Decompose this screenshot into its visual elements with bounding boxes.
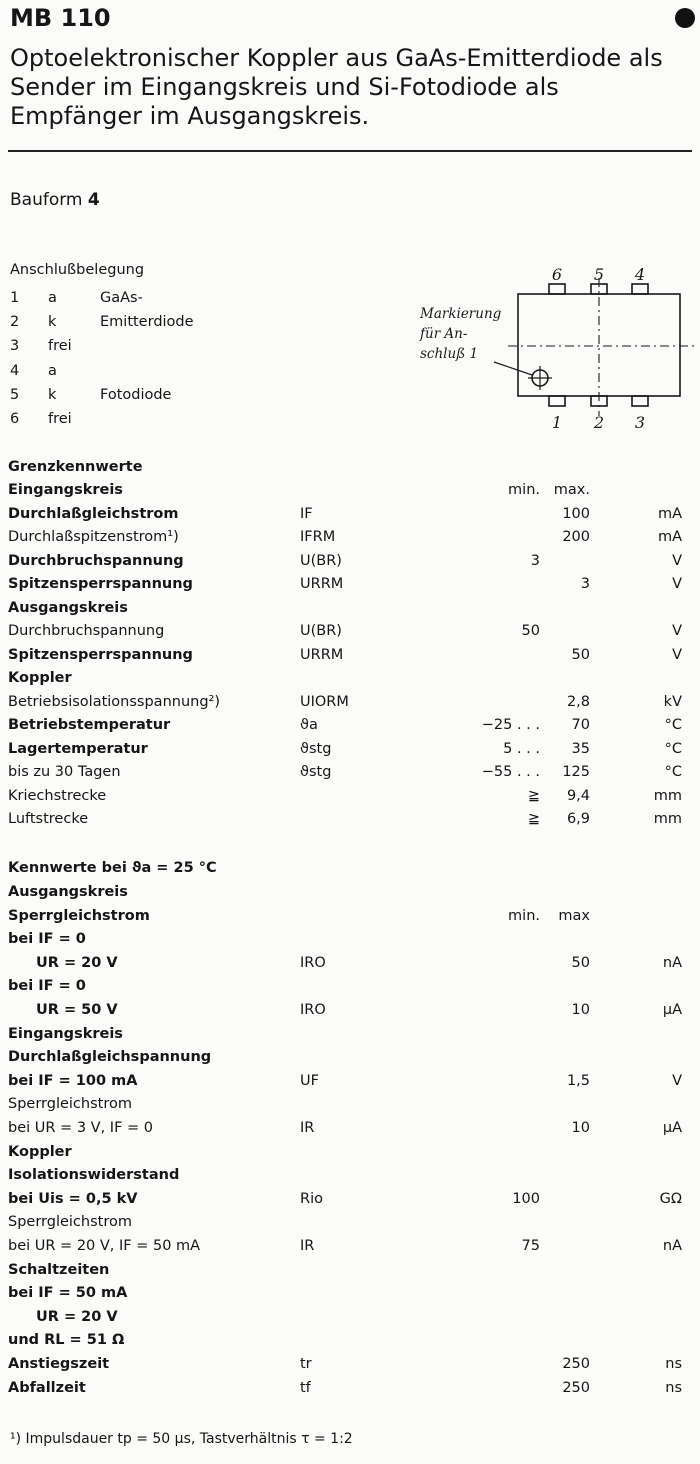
pin-number: 6 <box>10 411 20 427</box>
cell-unit: V <box>672 623 682 639</box>
table-row <box>0 1238 700 1260</box>
cell-label: Betriebstemperatur <box>8 717 171 733</box>
cell-label: bei IF = 100 mA <box>8 1072 138 1089</box>
cell-unit: nA <box>662 954 682 971</box>
cell-label: Koppler <box>8 1143 72 1160</box>
pin-code: a <box>48 362 57 379</box>
table-row <box>0 576 700 598</box>
cell-unit: mm <box>653 787 682 804</box>
table-row <box>0 529 700 551</box>
cell-label: Eingangskreis <box>8 1025 123 1042</box>
cell-sym: U(BR) <box>300 623 342 639</box>
cell-label: bei IF = 0 <box>8 978 86 995</box>
pin-6-tab <box>549 284 565 294</box>
cell-min: min. <box>508 482 540 498</box>
black-dot-mark <box>675 8 695 28</box>
cell-label: bei IF = 50 mA <box>8 1285 128 1302</box>
cell-max: 6,9 <box>566 811 590 827</box>
cell-sym: UIORM <box>300 693 349 710</box>
cell-unit: GΩ <box>659 1190 682 1207</box>
cell-sym: IR <box>300 1120 315 1136</box>
cell-min: 50 <box>521 623 540 639</box>
cell-max: 200 <box>562 529 590 545</box>
bauform-label: Bauform <box>10 190 83 210</box>
cell-unit: nA <box>662 1238 682 1254</box>
cell-sym: IR <box>300 1238 315 1254</box>
cell-label: UR = 20 V <box>36 954 118 971</box>
pin-4-tab <box>632 284 648 294</box>
pin-number: 4 <box>10 362 20 379</box>
table-row <box>0 1191 700 1213</box>
cell-sym: IRO <box>300 1002 326 1018</box>
marker-text-line-3: schluß 1 <box>420 346 479 362</box>
pin-code: frei <box>48 338 72 355</box>
table-row <box>0 670 700 692</box>
cell-label: Lagertemperatur <box>8 740 148 757</box>
pin-row <box>0 314 400 336</box>
cell-unit: mA <box>657 505 682 522</box>
table-row <box>0 1309 700 1331</box>
title-rule <box>8 150 692 152</box>
limits-heading: Grenzkennwerte <box>8 459 143 475</box>
cell-unit: V <box>672 1072 682 1089</box>
cell-sym: tr <box>300 1356 312 1372</box>
cell-label: bei UR = 3 V, IF = 0 <box>8 1120 153 1136</box>
table-row <box>0 1026 700 1048</box>
part-description: Optoelektronischer Koppler aus GaAs-Emitterdiode als Sender im Eingangskreis und Si-Fotodiode als Empfänger im Ausgangskreis. <box>10 44 663 130</box>
table-row <box>0 482 700 504</box>
pin-label-bottom-2: 2 <box>593 413 605 432</box>
pin-label-bottom-3: 3 <box>634 413 646 432</box>
cell-label: bei Uis = 0,5 kV <box>8 1190 138 1207</box>
cell-sym: U(BR) <box>300 552 342 569</box>
table-row <box>0 788 700 810</box>
pin-1-tab <box>549 396 565 406</box>
pin-number: 5 <box>10 386 20 403</box>
cell-sym: tf <box>300 1379 311 1396</box>
table-row <box>0 600 700 622</box>
cell-max: 100 <box>562 505 590 522</box>
bauform-value: 4 <box>87 190 100 210</box>
table-row <box>0 1262 700 1284</box>
cell-min: 100 <box>512 1190 540 1207</box>
pin-code: a <box>48 290 57 306</box>
cell-unit: V <box>672 646 682 663</box>
cell-sym: ϑstg <box>300 740 332 757</box>
table-row <box>0 694 700 716</box>
cell-min: 3 <box>530 552 540 569</box>
cell-label: Durchbruchspannung <box>8 552 184 569</box>
table-row <box>0 978 700 1000</box>
table-row <box>0 1332 700 1354</box>
table-row <box>0 811 700 833</box>
cell-label: und RL = 51 Ω <box>8 1332 125 1349</box>
cell-label: bei UR = 20 V, IF = 50 mA <box>8 1238 201 1254</box>
cell-min: −55 . . . <box>481 764 540 780</box>
cell-min: ≧ <box>527 787 540 804</box>
cell-unit: °C <box>664 740 682 757</box>
cell-min: −25 . . . <box>481 717 540 733</box>
table-row <box>0 1049 700 1071</box>
cell-sym: IFRM <box>300 529 336 545</box>
table-row <box>0 955 700 977</box>
table-row <box>0 741 700 763</box>
cell-max: 10 <box>571 1120 590 1136</box>
cell-max: 3 <box>580 576 590 592</box>
cell-label: Anstiegszeit <box>8 1356 110 1372</box>
cell-label: Betriebsisolationsspannung²) <box>8 693 220 710</box>
pinout-heading: Anschlußbelegung <box>10 262 145 278</box>
table-row <box>0 553 700 575</box>
cell-max: 70 <box>571 717 590 733</box>
table-row <box>0 1096 700 1118</box>
cell-label: bis zu 30 Tagen <box>8 764 121 780</box>
cell-label: Sperrgleichstrom <box>8 907 150 924</box>
cell-sym: URRM <box>300 646 344 663</box>
cell-unit: °C <box>664 717 682 733</box>
cell-max: max <box>558 907 590 924</box>
marker-text-line-1: Markierung <box>420 306 502 322</box>
pin-label-top-6: 6 <box>551 265 563 284</box>
pin-number: 2 <box>10 314 20 331</box>
table-row <box>0 1285 700 1307</box>
cell-label: Abfallzeit <box>8 1379 86 1396</box>
table-row <box>0 1214 700 1236</box>
table-row <box>0 931 700 953</box>
cell-label: Sperrgleichstrom <box>8 1096 132 1113</box>
footnote: ¹) Impulsdauer tp = 50 µs, Tastverhältnis τ = 1:2 <box>10 1431 353 1447</box>
cell-max: 50 <box>571 954 590 971</box>
cell-label: Ausgangskreis <box>8 599 128 616</box>
table-row <box>0 1356 700 1378</box>
pin-row <box>0 363 400 385</box>
chars-heading: Kennwerte bei ϑa = 25 °C <box>8 860 217 876</box>
cell-sym: ϑstg <box>300 764 332 780</box>
cell-max: 1,5 <box>566 1072 590 1089</box>
cell-label: Schaltzeiten <box>8 1261 110 1278</box>
cell-max: 9,4 <box>566 787 590 804</box>
cell-label: Sperrgleichstrom <box>8 1214 132 1231</box>
marker-text-line-2: für An- <box>420 326 468 342</box>
cell-label: Durchlaßspitzenstrom¹) <box>8 529 179 545</box>
cell-label: Spitzensperrspannung <box>8 576 193 592</box>
cell-label: UR = 20 V <box>36 1308 118 1325</box>
pin-label-bottom-1: 1 <box>551 413 563 432</box>
pin-label-top-5: 5 <box>593 265 605 284</box>
cell-label: Isolationswiderstand <box>8 1167 180 1184</box>
table-row <box>0 623 700 645</box>
pin-description: Emitterdiode <box>100 314 194 331</box>
cell-label: Eingangskreis <box>8 482 123 498</box>
pin-row <box>0 290 400 312</box>
cell-min: 5 . . . <box>503 740 540 757</box>
cell-label: Ausgangskreis <box>8 884 128 900</box>
cell-unit: V <box>672 552 682 569</box>
cell-max: 10 <box>571 1002 590 1018</box>
cell-unit: mm <box>653 811 682 827</box>
cell-min: 75 <box>521 1238 540 1254</box>
cell-label: bei IF = 0 <box>8 931 86 948</box>
table-row <box>0 1073 700 1095</box>
cell-unit: ns <box>665 1379 682 1396</box>
cell-unit: µA <box>662 1120 682 1136</box>
pin-description: Fotodiode <box>100 386 172 403</box>
bauform-line <box>10 190 100 210</box>
cell-label: Durchbruchspannung <box>8 623 165 639</box>
package-diagram <box>410 260 700 440</box>
table-row <box>0 506 700 528</box>
cell-min: ≧ <box>527 811 540 827</box>
pin-label-top-4: 4 <box>634 265 646 284</box>
cell-unit: °C <box>664 764 682 780</box>
pin-row <box>0 387 400 409</box>
cell-sym: IRO <box>300 954 326 971</box>
cell-label: Spitzensperrspannung <box>8 646 193 663</box>
cell-label: Durchlaßgleichspannung <box>8 1049 212 1066</box>
marker-leader-line <box>494 362 532 375</box>
pin-code: k <box>48 314 57 331</box>
table-row <box>0 1144 700 1166</box>
cell-label: Durchlaßgleichstrom <box>8 505 179 522</box>
cell-sym: IF <box>300 505 313 522</box>
table-row <box>0 764 700 786</box>
cell-unit: kV <box>663 693 682 710</box>
table-row <box>0 1120 700 1142</box>
cell-max: 35 <box>571 740 590 757</box>
cell-max: 125 <box>562 764 590 780</box>
cell-sym: Rio <box>300 1190 323 1207</box>
cell-unit: µA <box>662 1002 682 1018</box>
cell-sym: URRM <box>300 576 344 592</box>
pin-description: GaAs- <box>100 290 143 306</box>
cell-max: 250 <box>562 1379 590 1396</box>
table-row <box>0 1167 700 1189</box>
table-row <box>0 1380 700 1402</box>
pin-3-tab <box>632 396 648 406</box>
pin-code: k <box>48 386 57 403</box>
cell-sym: ϑa <box>300 717 318 733</box>
pin-number: 3 <box>10 338 20 355</box>
table-row <box>0 1002 700 1024</box>
cell-max: 250 <box>562 1356 590 1372</box>
cell-label: Luftstrecke <box>8 811 89 827</box>
table-row <box>0 884 700 906</box>
cell-label: UR = 50 V <box>36 1002 118 1018</box>
pin-number: 1 <box>10 290 20 306</box>
pin-row <box>0 338 400 360</box>
part-number-title: MB 110 <box>10 4 111 32</box>
cell-max: 50 <box>571 646 590 663</box>
pin-code: frei <box>48 411 72 427</box>
cell-min: min. <box>508 907 540 924</box>
table-row <box>0 717 700 739</box>
cell-unit: mA <box>657 529 682 545</box>
cell-label: Koppler <box>8 670 72 686</box>
cell-max: 2,8 <box>566 693 590 710</box>
cell-unit: ns <box>665 1356 682 1372</box>
cell-label: Kriechstrecke <box>8 787 107 804</box>
cell-max: max. <box>553 482 590 498</box>
table-row <box>0 647 700 669</box>
cell-unit: V <box>672 576 682 592</box>
cell-sym: UF <box>300 1072 319 1089</box>
table-row <box>0 908 700 930</box>
pin-row <box>0 411 400 433</box>
